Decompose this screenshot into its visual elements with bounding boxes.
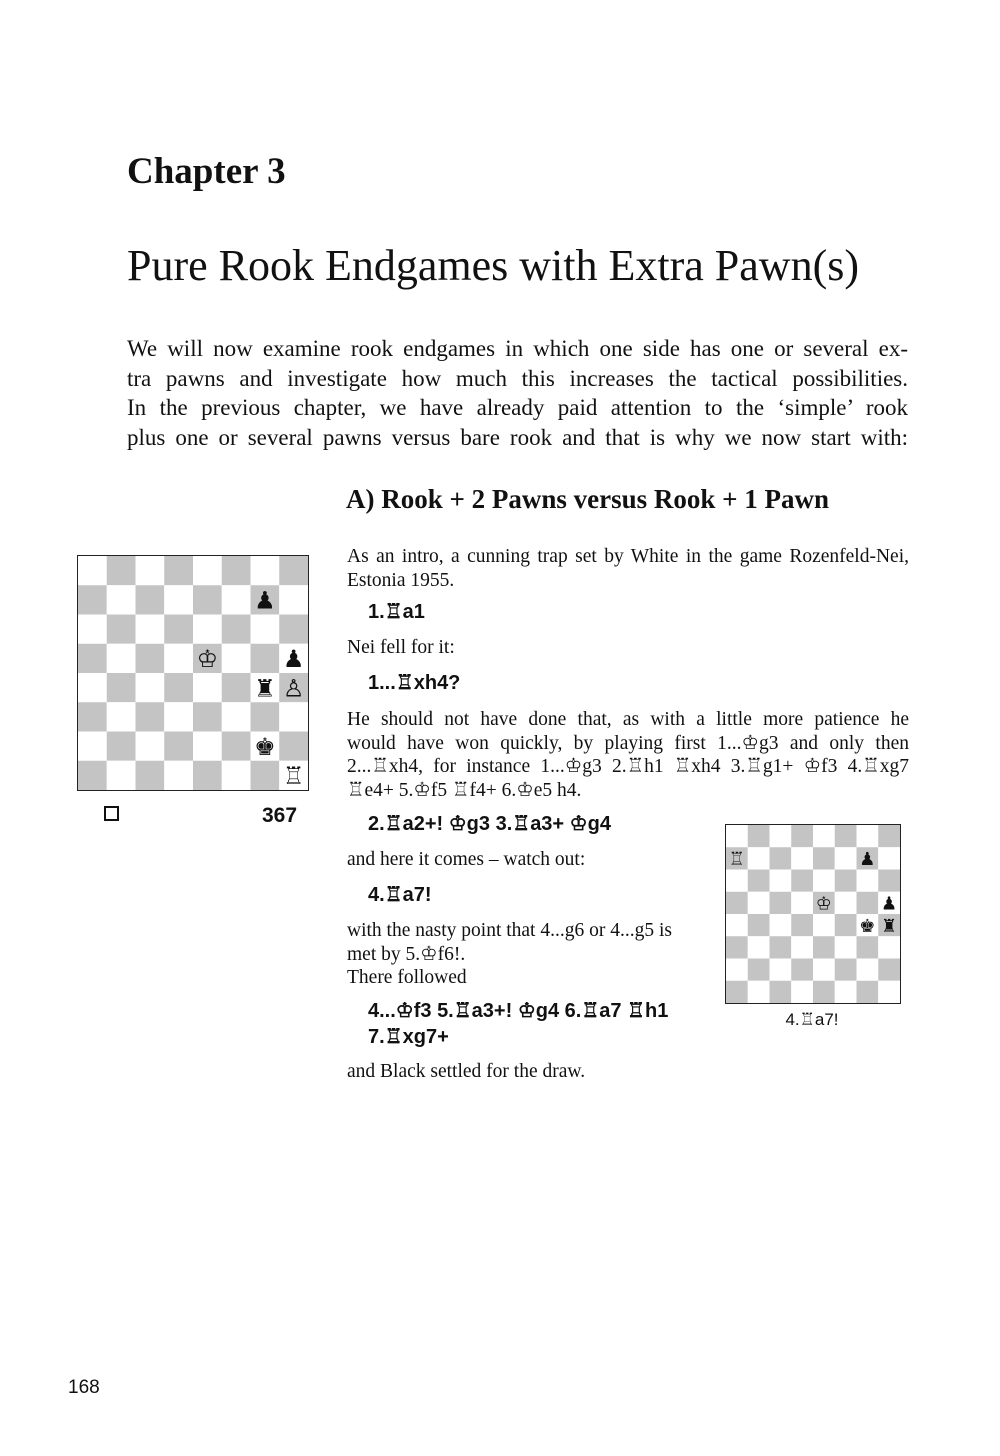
dark-square [878,870,900,892]
dark-square [107,732,136,761]
light-square [107,761,136,790]
light-square [164,644,193,673]
black-pawn-icon: ♟ [282,645,305,674]
dark-square [222,732,251,761]
dark-square [78,702,107,731]
dark-square [770,847,792,869]
intro-line: We will now examine rook endgames in which one side has one or several ex- [127,336,908,361]
move-line: 7.♖xg7+ [368,1026,449,1048]
light-square [279,585,308,614]
dark-square [193,702,222,731]
chapter-title: Pure Rook Endgames with Extra Pawn(s) [127,241,859,290]
dark-square [164,673,193,702]
light-square [748,936,770,958]
light-square [136,615,165,644]
dark-square [791,914,813,936]
light-square [726,825,748,847]
light-square [748,981,770,1003]
diagram-number: 367 [262,804,298,827]
white-pawn-icon: ♙ [282,674,305,703]
text-line: met by 5.♔f6!. [347,943,466,965]
dark-square [279,732,308,761]
light-square [107,702,136,731]
light-square [136,673,165,702]
dark-square [164,732,193,761]
intro-line: tra pawns and investigate how much this increases the tactical possibilities. [127,365,908,391]
dark-square [107,556,136,585]
dark-square [279,556,308,585]
light-square [164,702,193,731]
dark-square [726,936,748,958]
dark-square [251,702,280,731]
light-square [835,936,857,958]
light-square [78,673,107,702]
text-p3-block [347,708,909,802]
dark-square [878,959,900,981]
chapter-label: Chapter 3 [127,151,286,192]
move-line: 1.♖a1 [368,601,425,623]
dark-square [791,959,813,981]
move-block [368,998,668,1050]
light-square [813,959,835,981]
light-square [835,847,857,869]
intro-line: In the previous chapter, we have already paid attention to the ‘simple’ rook [127,395,908,420]
text-p1-block [347,545,909,592]
text-paragraph: Nei fell for it: [347,637,455,658]
light-square [222,644,251,673]
white-to-move-square-icon [104,806,119,821]
light-square [726,959,748,981]
dark-square [164,556,193,585]
light-square [791,847,813,869]
chessboard-367 [78,556,308,790]
black-pawn-icon: ♟ [859,849,876,871]
light-square [813,870,835,892]
dark-square [835,870,857,892]
light-square [770,914,792,936]
light-square [791,981,813,1003]
text-paragraph: Estonia 1955. [347,569,455,591]
light-square [78,556,107,585]
dark-square [878,825,900,847]
white-king-icon: ♔ [196,645,219,674]
light-square [857,825,879,847]
dark-square [251,761,280,790]
light-square [193,556,222,585]
dark-square [726,892,748,914]
dark-square [770,892,792,914]
light-square [835,981,857,1003]
text-paragraph: As an intro, a cunning trap set by White in the game Rozenfeld-Nei, [347,546,909,567]
light-square [813,914,835,936]
dark-square [78,585,107,614]
dark-square [193,585,222,614]
black-king-icon: ♚ [254,732,276,761]
light-square [748,892,770,914]
light-square [835,892,857,914]
intro-paragraph [127,334,908,452]
dark-square [857,892,879,914]
dark-square [791,870,813,892]
text-line: ♖e4+ 5.♔f5 ♖f4+ 6.♔e5 h4. [347,779,582,801]
light-square [251,556,280,585]
text-line: would have won quickly, by playing first 1...♔g3 and only then [347,732,909,754]
light-square [770,959,792,981]
light-square [726,870,748,892]
light-square [193,673,222,702]
intro-line: plus one or several pawns versus bare rook and that is why we now start with: [127,424,908,450]
light-square [857,870,879,892]
dark-square [835,914,857,936]
light-square [78,615,107,644]
dark-square [107,615,136,644]
light-square [791,892,813,914]
dark-square [107,673,136,702]
black-rook-icon: ♜ [881,915,898,937]
light-square [770,870,792,892]
dark-square [222,615,251,644]
dark-square [770,981,792,1003]
white-rook-icon: ♖ [282,762,305,790]
dark-square [136,761,165,790]
light-square [222,761,251,790]
dark-square [857,936,879,958]
light-square [164,585,193,614]
dark-square [78,644,107,673]
dark-square [770,936,792,958]
white-king-icon: ♔ [815,893,832,915]
light-square [222,702,251,731]
light-square [878,847,900,869]
light-square [726,914,748,936]
black-king-icon: ♚ [859,915,876,937]
dark-square [726,981,748,1003]
text-line: There followed [347,967,467,988]
black-pawn-icon: ♟ [881,893,898,915]
dark-square [193,761,222,790]
text-line: 2...♖xh4, for instance 1...♔g3 2.♖h1 ♖xh4 3.♖g1+ ♔f3 4.♖xg7 [347,756,909,777]
dark-square [748,914,770,936]
dark-square [251,644,280,673]
light-square [136,732,165,761]
light-square [813,825,835,847]
move-line: 4...♔f3 5.♖a3+! ♔g4 6.♖a7 ♖h1 [368,1000,669,1022]
dark-square [748,959,770,981]
text-p5-block [347,919,697,990]
diagram-caption: 4.♖a7! [785,1010,839,1029]
dark-square [791,825,813,847]
dark-square [813,936,835,958]
light-square [222,585,251,614]
light-square [279,702,308,731]
dark-square [748,870,770,892]
chess-diagram-367 [77,555,309,791]
light-square [748,847,770,869]
light-square [136,556,165,585]
light-square [878,936,900,958]
move-line: 1...♖xh4? [368,672,461,694]
dark-square [748,825,770,847]
light-square [107,585,136,614]
light-square [791,936,813,958]
page-number: 168 [68,1377,100,1398]
dark-square [136,585,165,614]
dark-square [835,959,857,981]
dark-square [78,761,107,790]
light-square [857,959,879,981]
dark-square [857,981,879,1003]
dark-square [136,644,165,673]
light-square [770,825,792,847]
dark-square [136,702,165,731]
move-line: 2.♖a2+! ♔g3 3.♖a3+ ♔g4 [368,813,611,835]
chessboard-small [726,825,900,1003]
text-paragraph: and Black settled for the draw. [347,1061,586,1082]
black-rook-icon: ♜ [254,674,276,703]
light-square [107,644,136,673]
light-square [251,615,280,644]
black-pawn-icon: ♟ [254,586,276,615]
dark-square [279,615,308,644]
dark-square [835,825,857,847]
dark-square [222,556,251,585]
move-line: 4.♖a7! [368,884,432,906]
light-square [78,732,107,761]
light-square [193,615,222,644]
dark-square [222,673,251,702]
text-line: with the nasty point that 4...g6 or 4...g5 is [347,920,672,941]
dark-square [164,615,193,644]
text-line: He should not have done that, as with a little more patience he [347,709,909,730]
light-square [193,732,222,761]
dark-square [813,847,835,869]
white-rook-icon: ♖ [728,849,745,871]
text-paragraph: and here it comes – watch out: [347,849,586,870]
dark-square [813,981,835,1003]
section-heading: A) Rook + 2 Pawns versus Rook + 1 Pawn [346,484,830,514]
light-square [164,761,193,790]
chess-diagram-small [725,824,901,1004]
light-square [878,981,900,1003]
